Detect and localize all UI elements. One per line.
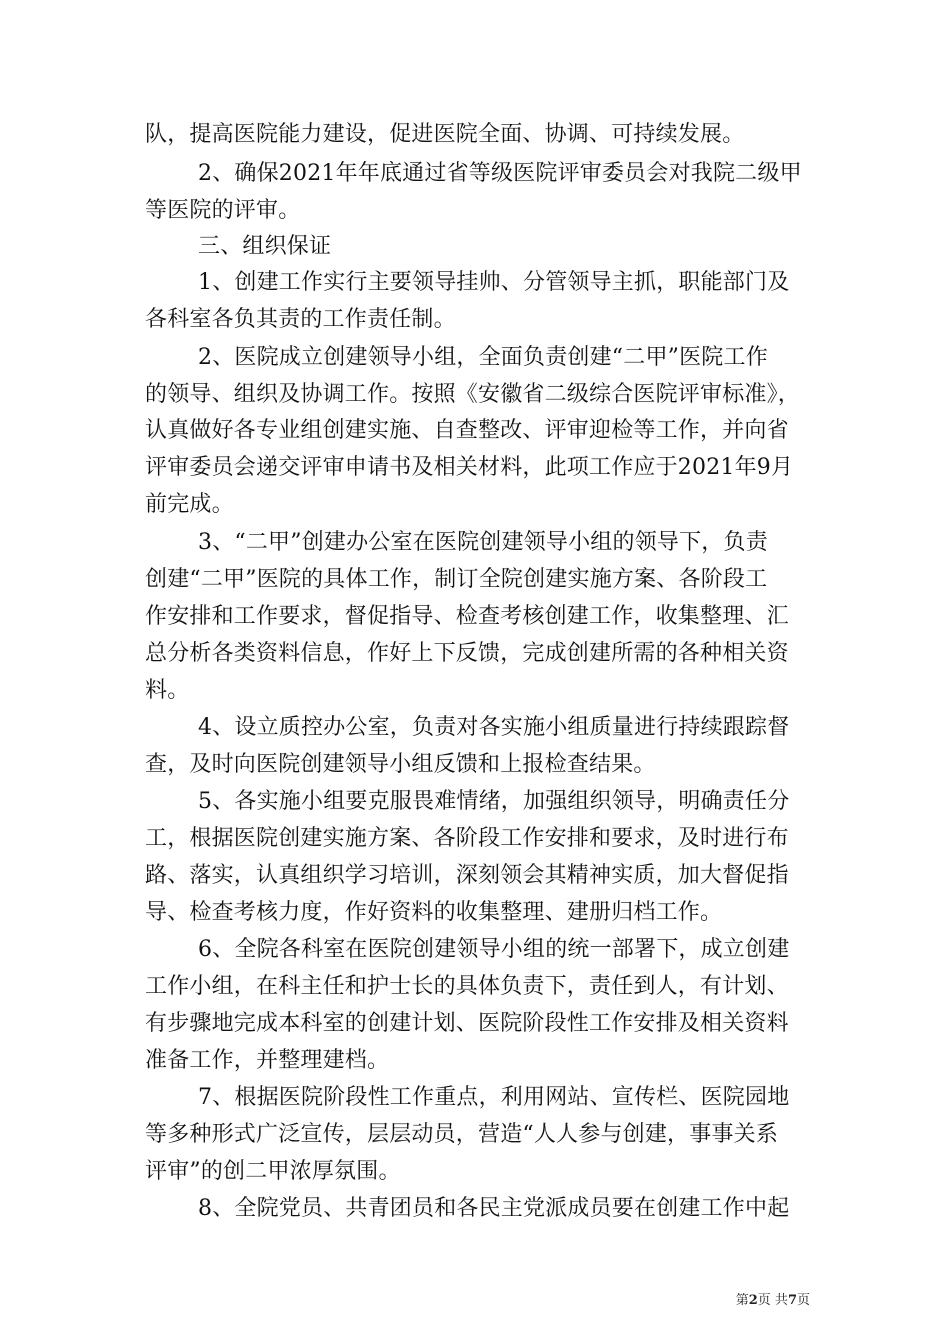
footer-middle: 页 共 <box>757 1293 788 1308</box>
text-line: 队，提高医院能力建设，促进医院全面、协调、可持续发展。 <box>145 122 745 147</box>
text-line: 有步骤地完成本科室的创建计划、医院阶段性工作安排及相关资料 <box>145 1011 789 1036</box>
text-line: 1、创建工作实行主要领导挂帅、分管领导主抓，职能部门及 <box>198 270 790 295</box>
text-line: 前完成。 <box>145 492 234 517</box>
text-line: 等多种形式广泛宣传，层层动员，营造“人人参与创建，事事关系 <box>145 1122 779 1147</box>
text-line: 评审委员会递交评审申请书及相关材料，此项工作应于2021年9月 <box>145 455 794 480</box>
text-line: 4、设立质控办公室，负责对各实施小组质量进行持续跟踪督 <box>198 715 790 740</box>
section-heading: 三、组织保证 <box>198 234 332 259</box>
text-line: 工，根据医院创建实施方案、各阶段工作安排和要求，及时进行布 <box>145 826 789 851</box>
text-line: 3、“二甲”创建办公室在医院创建领导小组的领导下，负责 <box>198 530 768 555</box>
text-line: 路、落实，认真组织学习培训，深刻领会其精神实质，加大督促指 <box>145 863 789 888</box>
text-line: 各科室各负其责的工作责任制。 <box>145 307 456 332</box>
text-line: 查，及时向医院创建领导小组反馈和上报检查结果。 <box>145 752 656 777</box>
text-line: 评审”的创二甲浓厚氛围。 <box>145 1159 401 1184</box>
text-line: 7、根据医院阶段性工作重点，利用网站、宣传栏、医院园地 <box>198 1085 790 1110</box>
text-line: 2、确保2021年年底通过省等级医院评审委员会对我院二级甲 <box>198 161 802 186</box>
text-line: 6、全院各科室在医院创建领导小组的统一部署下，成立创建 <box>198 937 790 962</box>
text-line: 认真做好各专业组创建实施、自查整改、评审迎检等工作，并向省 <box>145 418 789 443</box>
text-line: 5、各实施小组要克服畏难情绪，加强组织领导，明确责任分 <box>198 789 790 814</box>
text-line: 准备工作，并整理建档。 <box>145 1048 390 1073</box>
text-line: 导、检查考核力度，作好资料的收集整理、建册归档工作。 <box>145 900 723 925</box>
text-line: 创建“二甲”医院的具体工作，制订全院创建实施方案、各阶段工 <box>145 567 768 592</box>
current-page-number: 2 <box>748 1293 758 1308</box>
text-line: 作安排和工作要求，督促指导、检查考核创建工作，收集整理、汇 <box>145 604 789 629</box>
total-page-number: 7 <box>787 1293 797 1308</box>
text-line: 料。 <box>145 678 190 703</box>
text-line: 总分析各类资料信息，作好上下反馈，完成创建所需的各种相关资 <box>145 641 789 666</box>
page-number-footer <box>700 1292 810 1310</box>
text-line: 工作小组，在科主任和护士长的具体负责下，责任到人，有计划、 <box>145 974 789 999</box>
footer-suffix: 页 <box>796 1293 810 1308</box>
text-line: 8、全院党员、共青团员和各民主党派成员要在创建工作中起 <box>198 1196 790 1221</box>
text-line: 的领导、组织及协调工作。按照《安徽省二级综合医院评审标准》， <box>145 382 801 407</box>
text-line: 2、医院成立创建领导小组，全面负责创建“二甲”医院工作 <box>198 345 768 370</box>
text-line: 等医院的评审。 <box>145 198 301 223</box>
footer-prefix: 第 <box>735 1293 749 1308</box>
